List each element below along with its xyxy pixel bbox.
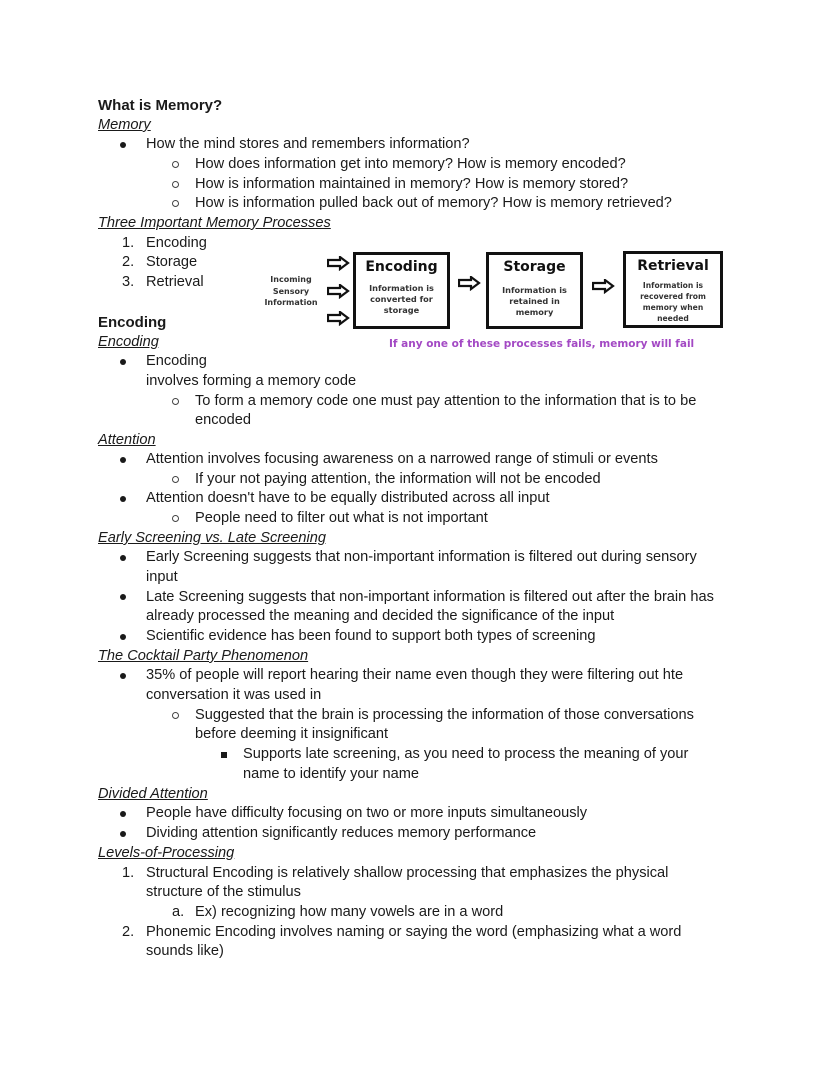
bullet-dot: [120, 594, 126, 600]
box-title: Retrieval: [637, 258, 709, 274]
arrow-right-icon: [327, 256, 351, 271]
bullet-dot: [120, 555, 126, 561]
list-number: 2.: [122, 924, 135, 940]
page-title: What is Memory?: [98, 97, 223, 114]
list-item-continuation: already processed the meaning and decided the significance of the input: [146, 608, 615, 624]
list-item: People need to filter out what is not important: [195, 510, 488, 526]
list-item: Scientific evidence has been found to support both types of screening: [146, 628, 596, 644]
incoming-label-line: Information: [264, 298, 318, 307]
bullet-dot: [120, 634, 126, 640]
arrow-right-icon: [327, 284, 351, 299]
list-item-continuation: input: [146, 569, 178, 585]
box-description-line: Information is: [502, 285, 567, 295]
bullet-circle: [172, 712, 179, 719]
list-item: 35% of people will report hearing their name even though they were filtering out hte: [146, 667, 684, 683]
diagram-caption: If any one of these processes fails, memory will fail: [389, 338, 695, 350]
box-description: [626, 280, 720, 324]
list-item: Retrieval: [146, 274, 204, 290]
box-description-line: retained in memory: [509, 296, 560, 317]
list-item: Attention doesn't have to be equally distributed across all input: [146, 490, 550, 506]
section-heading-processes: Three Important Memory Processes: [98, 215, 331, 231]
list-number: 1.: [122, 235, 135, 251]
section-heading-encoding: Encoding: [98, 334, 159, 350]
bullet-dot: [120, 142, 126, 148]
section-title-encoding: Encoding: [98, 314, 167, 331]
bullet-dot: [120, 496, 126, 502]
box-title: Encoding: [365, 259, 438, 275]
incoming-label-line: Incoming: [270, 275, 312, 284]
list-item: How is information pulled back out of memory? How is memory retrieved?: [195, 195, 672, 211]
list-item: Structural Encoding is relatively shallow processing that emphasizes the physical: [146, 865, 669, 881]
incoming-label-line: Sensory: [272, 286, 310, 296]
list-item: Suggested that the brain is processing the information of those conversations: [195, 707, 694, 723]
list-item-continuation: sounds like): [146, 943, 224, 959]
box-description: [489, 285, 580, 318]
list-item: To form a memory code one must pay attention to the information that is to be: [195, 393, 697, 409]
bullet-square: [221, 752, 227, 758]
list-item: Storage: [146, 254, 198, 270]
list-letter: a.: [172, 904, 185, 920]
incoming-label: [262, 274, 320, 309]
bullet-dot: [120, 673, 126, 679]
list-item-continuation: encoded: [195, 412, 251, 428]
bullet-circle: [172, 515, 179, 522]
list-item: Ex) recognizing how many vowels are in a word: [195, 904, 504, 920]
list-item: Encoding: [146, 353, 207, 369]
list-item: How does information get into memory? How is memory encoded?: [195, 156, 626, 172]
list-item: How the mind stores and remembers information?: [146, 136, 470, 152]
list-number: 3.: [122, 274, 135, 290]
box-description-line: Information is: [642, 281, 704, 290]
list-item-continuation: conversation it was used in: [146, 687, 322, 703]
arrow-right-icon: [592, 279, 616, 294]
box-description-line: converted for: [370, 294, 433, 304]
box-description-line: memory when needed: [642, 303, 704, 323]
bullet-dot: [120, 811, 126, 817]
list-item-continuation: involves forming a memory code: [146, 373, 357, 389]
section-heading-screening: Early Screening vs. Late Screening: [98, 530, 326, 546]
bullet-dot: [120, 831, 126, 837]
bullet-circle: [172, 161, 179, 168]
list-item: Supports late screening, as you need to process the meaning of your: [243, 746, 689, 762]
list-item-continuation: before deeming it insignificant: [195, 726, 389, 742]
list-item: Dividing attention significantly reduces memory performance: [146, 825, 537, 841]
list-number: 1.: [122, 865, 135, 881]
list-number: 2.: [122, 254, 135, 270]
list-item: Encoding: [146, 235, 207, 251]
bullet-circle: [172, 181, 179, 188]
section-heading-attention: Attention: [98, 432, 156, 448]
bullet-circle: [172, 200, 179, 207]
section-heading-memory: Memory: [98, 117, 151, 133]
box-description: [356, 283, 447, 316]
bullet-circle: [172, 398, 179, 405]
diagram-box-storage: [486, 252, 583, 329]
box-description-line: storage: [383, 305, 420, 315]
list-item-continuation: structure of the stimulus: [146, 884, 301, 900]
arrow-right-icon: [327, 311, 351, 326]
list-item-continuation: name to identify your name: [243, 766, 420, 782]
diagram-box-retrieval: [623, 251, 723, 328]
arrow-right-icon: [458, 276, 482, 291]
bullet-dot: [120, 359, 126, 365]
list-item: If your not paying attention, the information will not be encoded: [195, 471, 601, 487]
list-item: Early Screening suggests that non-important information is filtered out during sensory: [146, 549, 697, 565]
box-description-line: recovered from: [640, 292, 706, 301]
section-heading-levels: Levels-of-Processing: [98, 845, 235, 861]
list-item: Phonemic Encoding involves naming or saying the word (emphasizing what a word: [146, 924, 682, 940]
list-item: Late Screening suggests that non-important information is filtered out after the brain has: [146, 589, 714, 605]
box-description-line: Information is: [369, 283, 434, 293]
list-item: People have difficulty focusing on two or more inputs simultaneously: [146, 805, 588, 821]
list-item: How is information maintained in memory? How is memory stored?: [195, 176, 629, 192]
bullet-dot: [120, 457, 126, 463]
bullet-circle: [172, 476, 179, 483]
list-item: Attention involves focusing awareness on a narrowed range of stimuli or events: [146, 451, 658, 467]
diagram-box-encoding: [353, 252, 450, 329]
section-heading-divided: Divided Attention: [98, 786, 208, 802]
box-title: Storage: [503, 259, 566, 275]
section-heading-cocktail: The Cocktail Party Phenomenon: [98, 648, 309, 664]
